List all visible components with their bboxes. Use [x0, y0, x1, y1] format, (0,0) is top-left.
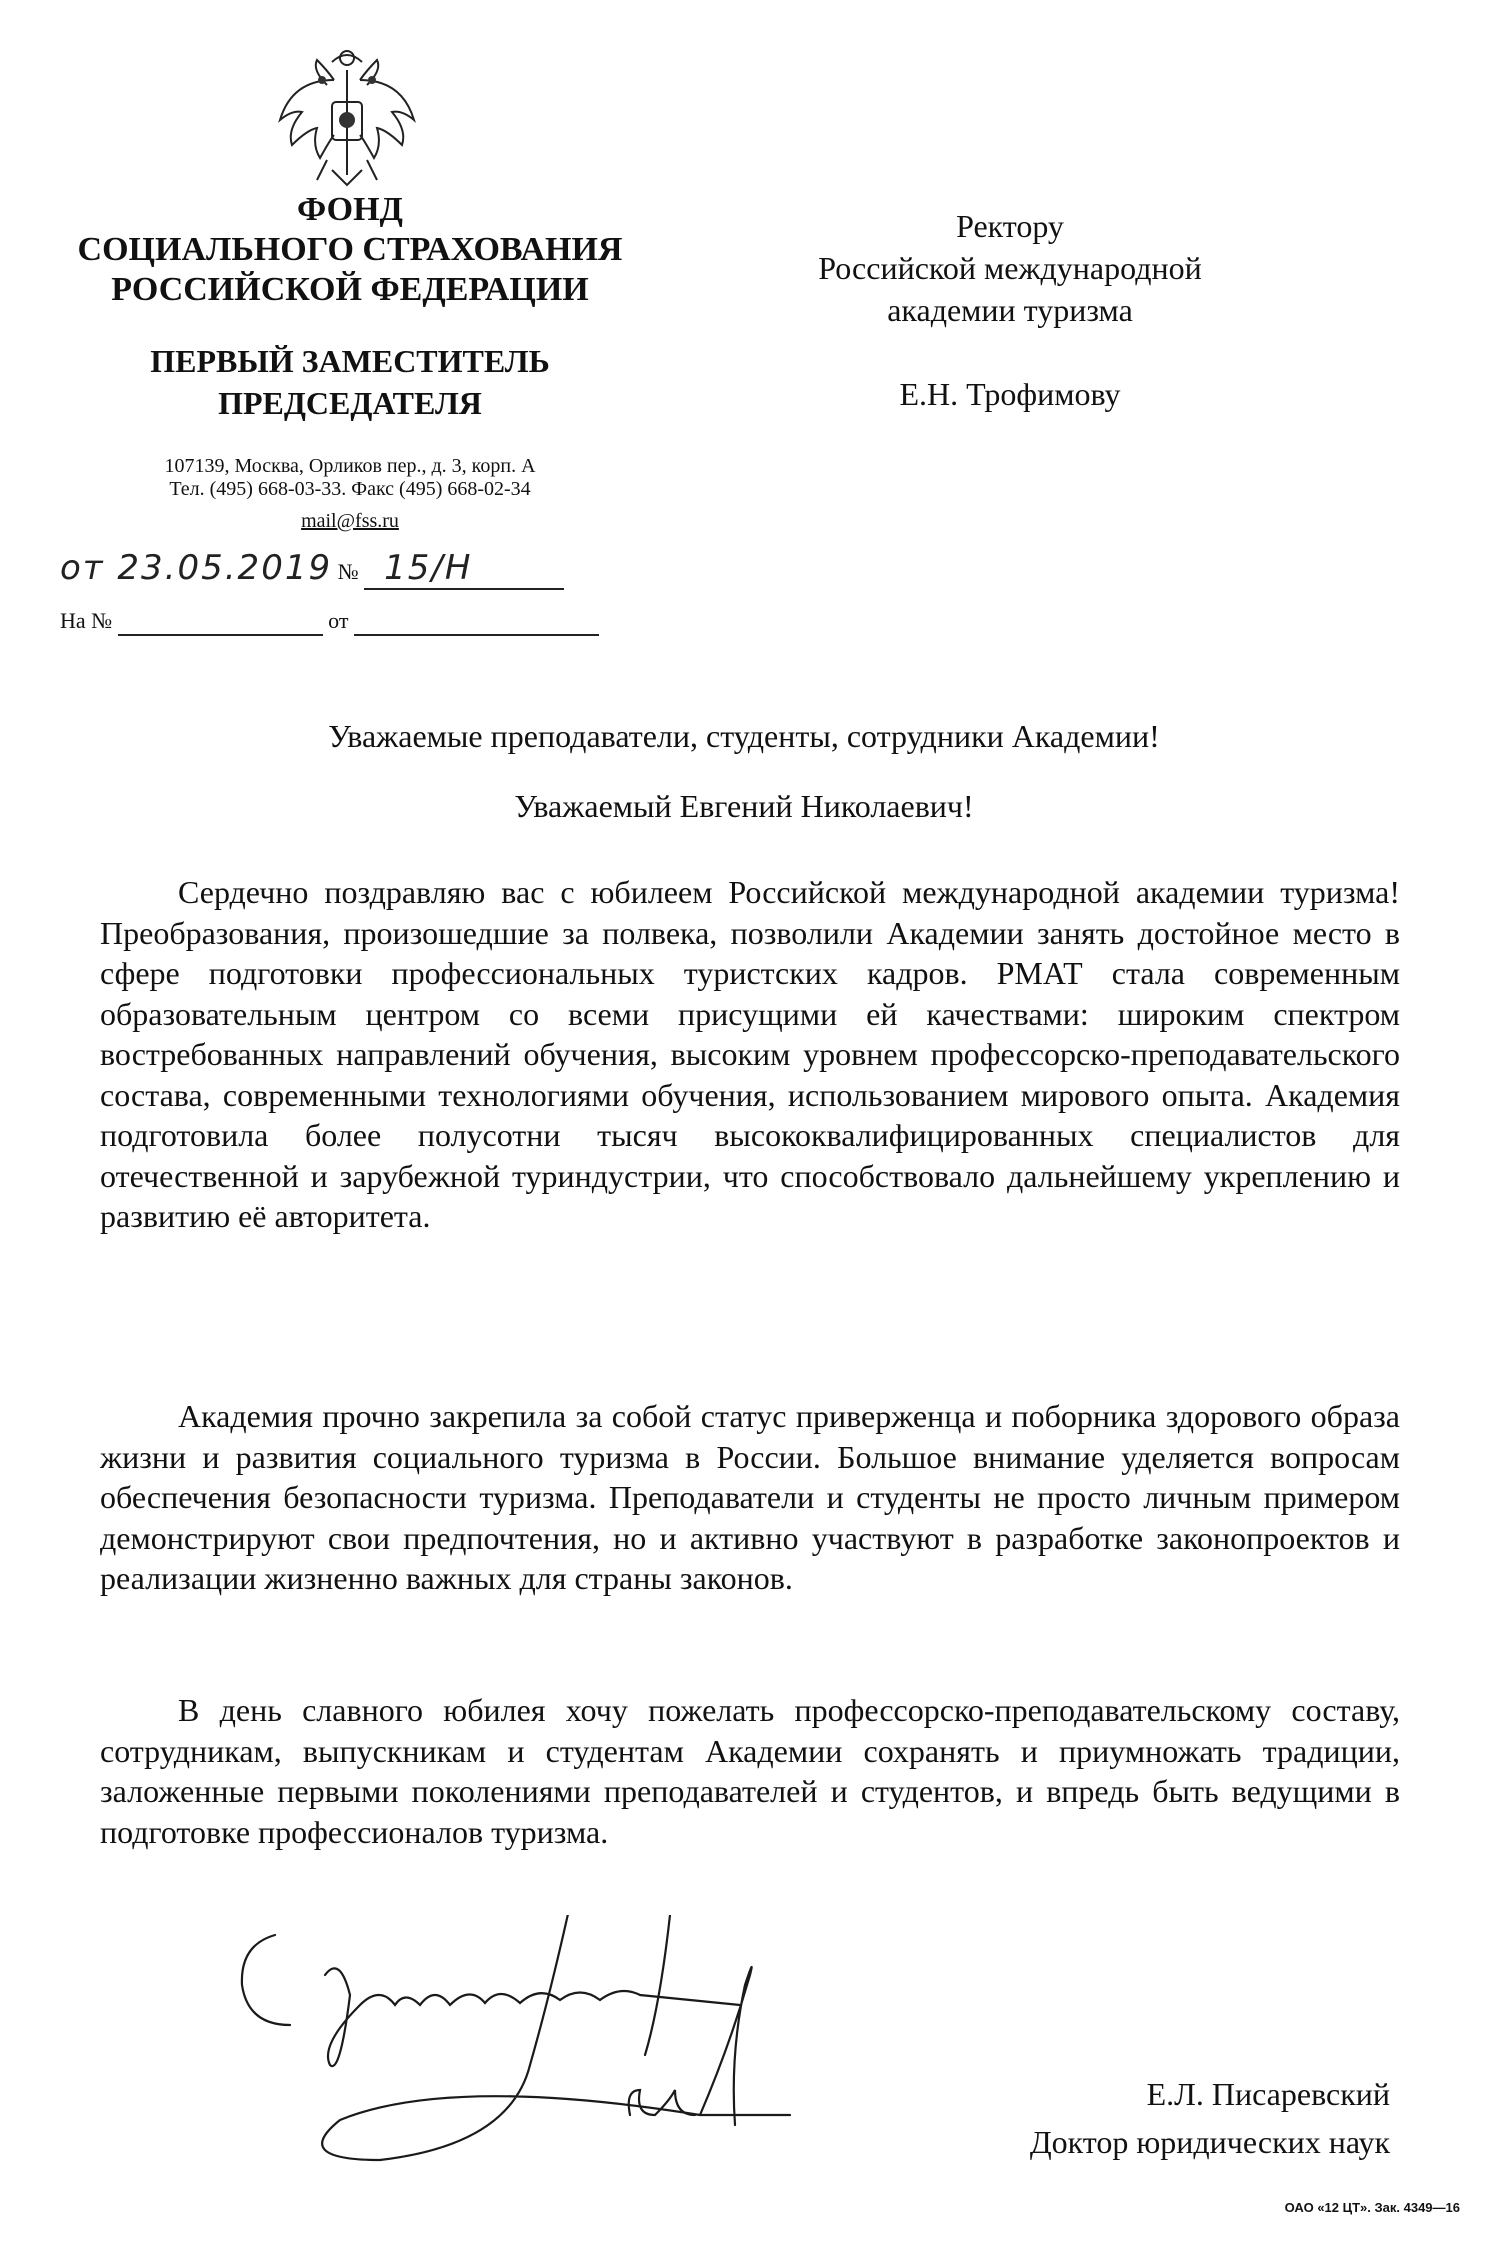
org-line-1: ФОНД: [297, 191, 403, 228]
addressee-block: [740, 205, 1280, 415]
registration-number: 15/Н: [384, 548, 473, 588]
registration-line: [60, 548, 640, 588]
request-from-label: от: [328, 608, 349, 633]
printer-footer: ОАО «12 ЦТ». Зак. 4349—16: [1284, 2200, 1460, 2215]
request-date-blank: [354, 608, 599, 636]
salutation-personal: Уважаемый Евгений Николаевич!: [514, 788, 974, 824]
double-headed-eagle-emblem-icon: [272, 40, 422, 190]
registration-date: от 23.05.2019: [60, 548, 333, 588]
addressee-line-1: Ректору: [956, 208, 1064, 244]
request-number-label: На №: [60, 608, 113, 633]
paragraph-text: Сердечно поздравляю вас с юбилеем Российской международной академии туризма! Преобразования, произошедшие за полвека, позволили Академии занять достойное место в сфере подготовки профессиональных туристских кадров. РМАТ стала современным образовательным центром со всеми присущими ей качествами: широким спектром востребованных направлений обучения, высоким уровнем профессорско-преподавательского состава, современными технологиями обучения, использованием мирового опыта. Академия подготовила более полусотни тысяч высококвалифицированных специалистов для отечественной и зарубежной туриндустрии, что способствовало дальнейшему укреплению и развитию её авторитета.: [100, 874, 1400, 1234]
signer-title: Доктор юридических наук: [1029, 2124, 1390, 2160]
sender-position: [60, 340, 640, 424]
salutation-general: Уважаемые преподаватели, студенты, сотрудники Академии!: [328, 718, 1160, 754]
org-line-3: РОССИЙСКОЙ ФЕДЕРАЦИИ: [111, 271, 589, 308]
paragraph-text: Академия прочно закрепила за собой статус приверженца и поборника здорового образа жизни и развития социального туризма в России. Большое внимание уделяется вопросам обеспечения безопасности туризма. Преподаватели и студенты не просто личным примером демонстрируют свои предпочтения, но и активно участвуют в разработке законопроектов и реализации жизненно важных для страны законов.: [100, 1398, 1400, 1596]
body-paragraph-1: [100, 872, 1400, 1237]
address-line-2: Тел. (495) 668-03-33. Факс (495) 668-02-34: [169, 478, 531, 500]
sender-email: [60, 510, 640, 533]
position-line-1: ПЕРВЫЙ ЗАМЕСТИТЕЛЬ: [150, 343, 550, 379]
addressee-line-3: академии туризма: [887, 292, 1133, 328]
org-line-2: СОЦИАЛЬНОГО СТРАХОВАНИЯ: [77, 231, 623, 268]
registration-number-underline: [364, 548, 564, 590]
email-link[interactable]: mail@fss.ru: [301, 510, 399, 532]
signer-name: Е.Л. Писаревский: [1146, 2076, 1390, 2112]
paragraph-text: В день славного юбилея хочу пожелать профессорско-преподавательскому составу, сотрудникам, выпускникам и студентам Академии сохранять и приумножать традиции, заложенные первыми поколениями преподавателей и студентов, и впредь быть ведущими в подготовке профессионалов туризма.: [100, 1692, 1400, 1850]
handwritten-signature: [230, 1915, 990, 2175]
addressee-name: Е.Н. Трофимову: [899, 376, 1121, 412]
addressee-line-2: Российской международной: [818, 250, 1202, 286]
request-number-blank: [118, 608, 323, 636]
registration-number-label: №: [337, 559, 359, 584]
address-line-1: 107139, Москва, Орликов пер., д. 3, корп. А: [164, 455, 536, 477]
signer-block: [1010, 2070, 1390, 2166]
sender-address: [60, 455, 640, 501]
body-paragraph-2: [100, 1396, 1400, 1599]
position-line-2: ПРЕДСЕДАТЕЛЯ: [218, 385, 482, 421]
organization-name: [60, 190, 640, 310]
body-paragraph-3: [100, 1690, 1400, 1852]
request-reference-line: [60, 608, 640, 636]
